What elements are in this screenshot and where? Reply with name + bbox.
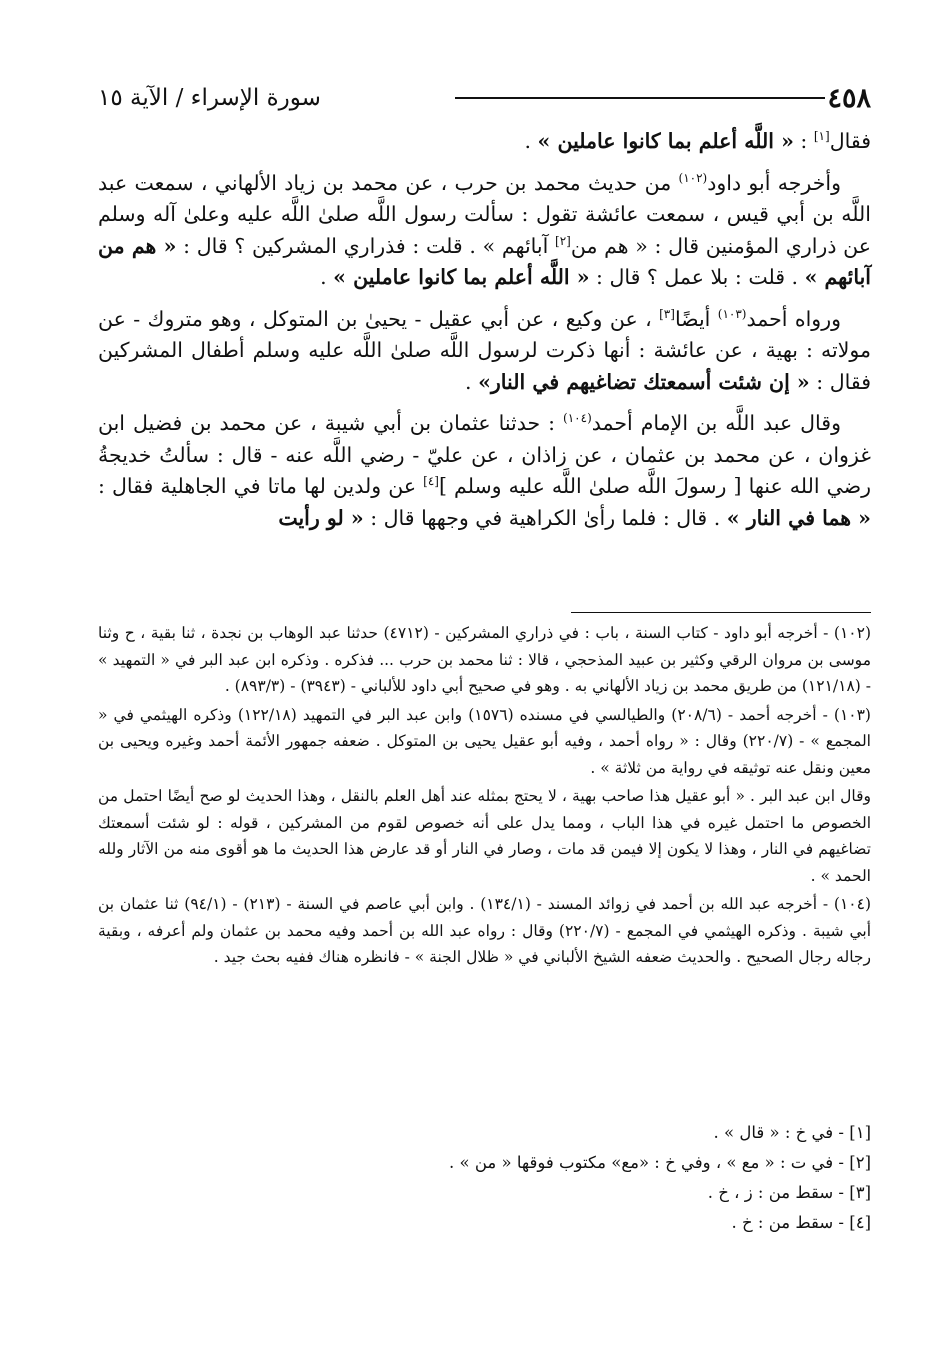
manuscript-ref: [١]	[813, 129, 830, 144]
footnote-103: (١٠٣) - أخرجه أحمد - (٢٠٨/٦) والطيالسي في مسنده (١٥٧٦) وابن عبد البر في التمهيد (١٢٢/١٨) وذكره الهيثمي في « المجمع » - (٢٢٠/٧) وقال : « رواه أحمد ، وفيه أبو عقيل يحيى بن المتوكل . ضعفه جمهور الأئمة أحمد وغيره ويحيى بن معين ونقل عنه توثيقه في رواية من ثلاثة » .	[98, 705, 871, 777]
hadith-quote: « لو رأيت	[278, 505, 364, 530]
paragraph-2-text: وأخرجه أبو داود	[707, 170, 841, 195]
manuscript-note-2: [٢] - في ت : « مع » ، وفي خ : «مع» مكتوب فوقها « من » .	[449, 1153, 871, 1172]
paragraph-1-lead: فقال	[829, 129, 871, 153]
paragraph-1	[98, 126, 871, 158]
hadith-quote: « اللَّه أعلم بما كانوا عاملين »	[333, 265, 590, 289]
hadith-quote: « هم من آبائهم »	[98, 233, 871, 289]
paragraph-3-text: ، عن وكيع ، عن أبي عقيل - يحيىٰ بن المتوكل ، وهو متروك - عن مولاته : بهية ، عن عائشة : أنها ذكرت لرسول اللَّه صلىٰ اللَّه عليه وسلم أطفال المشركين فقال :	[98, 306, 871, 394]
footnote-ref: (١٠٢)	[678, 170, 708, 185]
paragraph-4-text: . قال : فلما رأىٰ الكراهية في وجهها قال :	[363, 505, 727, 530]
paragraph-3-text: أيضًا	[674, 306, 718, 331]
paragraph-4-text: وقال عبد اللَّه بن الإمام أحمد	[591, 411, 842, 435]
paragraph-2	[98, 168, 871, 294]
manuscript-note-3: [٣] - سقط من : ز ، خ .	[707, 1183, 871, 1202]
footnote-rule	[571, 612, 871, 613]
paragraph-1-sep: :	[793, 129, 814, 153]
hadith-quote: « اللَّه أعلم بما كانوا عاملين »	[537, 129, 794, 153]
footnotes	[98, 620, 871, 971]
manuscript-ref: [٣]	[659, 306, 675, 321]
paragraph-1-end: .	[524, 129, 538, 153]
paragraph-2-text: . قلت : بلا عمل ؟ قال :	[589, 265, 805, 289]
footnote-104: (١٠٤) - أخرجه عبد الله بن أحمد في زوائد المسند - (١٣٤/١) . وابن أبي عاصم في السنة - (٢١٣) - (٩٤/١) ثنا عثمان بن أبي شيبة . وذكره الهيثمي في المجمع - (٢٢٠/٧) وقال : رواه عبد الله بن أحمد وفيه محمد بن عثمان ولم أعرفه ، وبقية رجاله رجال الصحيح . والحديث ضعفه الشيخ الألباني في « ظلال الجنة » - فانظره هناك ففيه بحث جيد .	[98, 895, 871, 966]
footnote-103-continued: وقال ابن عبد البر . « أبو عقيل هذا صاحب بهية ، لا يحتج بمثله عند أهل العلم بالنقل ، وهذا الحديث لو صح أيضًا احتمل من الخصوص ما احتمل غيره في هذا الباب ، ومما يدل على أنه خصوص لقوم من المشركين ، قوله : لو شئت أسمعتك تضاغيهم في النار ، وهذا لا يكون إلا فيمن قد مات ، وصار في النار أو قد عارض هذا الحديث ما هو أقوى منه من الآثار ولله الحمد » .	[98, 787, 871, 885]
footnote-ref: (١٠٤)	[563, 411, 592, 426]
paragraph-3-text: .	[465, 369, 479, 394]
footnote-102: (١٠٢) - أخرجه أبو داود - كتاب السنة ، باب : في ذراري المشركين - (٤٧١٢) حدثنا عبد الوهاب بن نجدة ، ثنا بقية ، ح وثنا موسى بن مروان الرقي وكثير بن عبيد المذحجي ، قالا : ثنا محمد بن حرب ... فذكره . وذكره ابن عبد البر في « التمهيد » - (١٢١/١٨) من طريق محمد بن زياد الألهاني به . وهو في صحيح أبي داود للألباني - (٣٩٤٣) - (٨٩٣/٣) .	[98, 624, 871, 695]
hadith-quote: « هما في النار »	[726, 505, 871, 530]
manuscript-ref: [٤]	[423, 474, 439, 489]
paragraph-2-text: من حديث محمد بن حرب ، عن محمد بن زياد الألهاني ، سمعت عبد اللَّه بن أبي قيس ، سمعت عائشة تقول : سألت رسول اللَّه صلىٰ اللَّه عليه وعلىٰ آله وسلم عن ذراري المؤمنين قال : « هم من	[98, 170, 871, 258]
paragraph-3-text: ورواه أحمد	[746, 306, 841, 331]
paragraph-4-text: : حدثنا عثمان بن أبي شيبة ، عن محمد بن فضيل ابن غزوان ، عن محمد بن عثمان ، عن زاذان ، عن عليّ - رضي اللَّه عنه - قال : سألتُ خديجةُ رضي الله عنها [ رسولَ اللَّه صلىٰ اللَّه عليه وسلم ]	[98, 411, 871, 498]
manuscript-ref: [٢]	[555, 233, 571, 248]
header-rule	[455, 97, 825, 99]
paragraph-3	[98, 304, 871, 399]
paragraph-4-text: عن ولدين لها ماتا في الجاهلية فقال :	[98, 474, 424, 498]
paragraph-4	[98, 408, 871, 534]
manuscript-notes	[98, 1118, 871, 1238]
paragraph-2-text: آبائهم » . قلت : فذراري المشركين ؟ قال :	[176, 233, 556, 258]
paragraph-2-text: .	[320, 265, 334, 289]
page-number: ٤٥٨	[827, 82, 871, 114]
manuscript-note-1: [١] - في خ : « قال » .	[713, 1123, 871, 1142]
running-title: سورة الإسراء / الآية ١٥	[98, 85, 321, 111]
manuscript-note-4: [٤] - سقط من : خ .	[731, 1213, 871, 1232]
main-text	[98, 126, 871, 534]
hadith-quote: « إن شئت أسمعتك تضاغيهم في النار»	[478, 369, 810, 394]
footnote-ref: (١٠٣)	[717, 306, 747, 321]
